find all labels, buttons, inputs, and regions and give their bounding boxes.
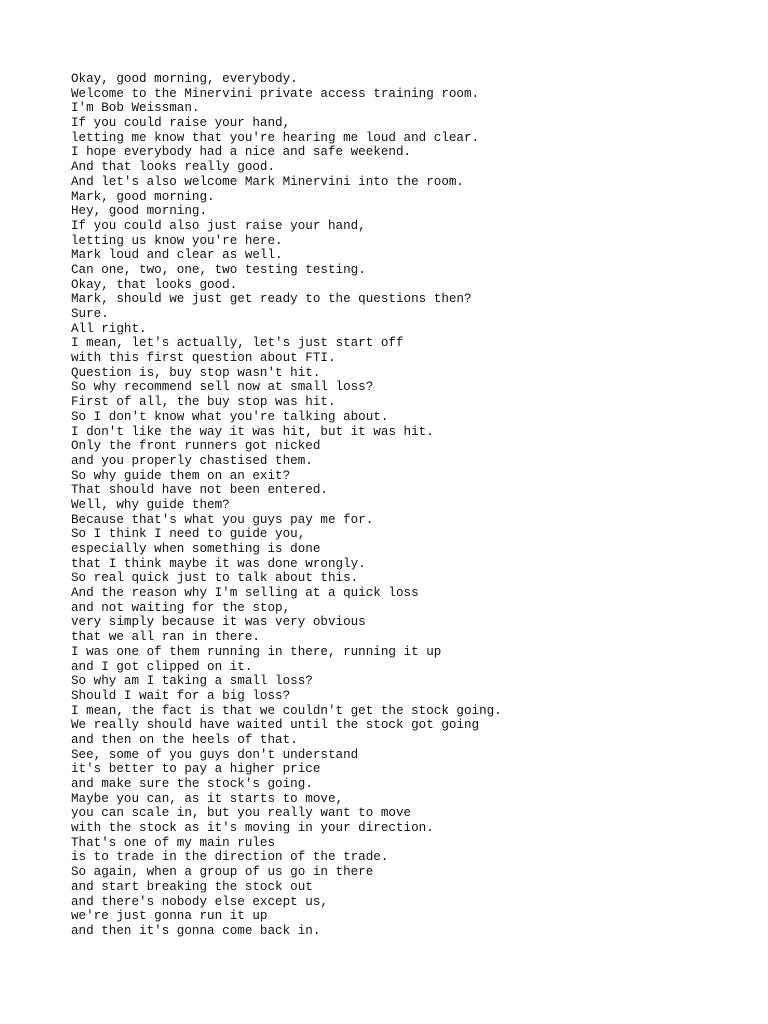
transcript-line: See, some of you guys don't understand bbox=[71, 747, 359, 762]
transcript-line: is to trade in the direction of the trade. bbox=[71, 850, 389, 865]
transcript-line: Mark, should we just get ready to the questions then? bbox=[71, 292, 472, 307]
transcript-line: And the reason why I'm selling at a quick loss bbox=[71, 586, 419, 601]
transcript-line: Because that's what you guys pay me for. bbox=[71, 512, 374, 527]
transcript-line: Should I wait for a big loss? bbox=[71, 688, 291, 703]
transcript-line: So why recommend sell now at small loss? bbox=[71, 380, 374, 395]
transcript-line: and then on the heels of that. bbox=[71, 732, 298, 747]
transcript-line: So I think I need to guide you, bbox=[71, 527, 306, 542]
transcript-line: and I got clipped on it. bbox=[71, 659, 253, 674]
transcript-line: Question is, buy stop wasn't hit. bbox=[71, 365, 321, 380]
transcript-line: with the stock as it's moving in your direction. bbox=[71, 821, 434, 836]
transcript-line: I mean, the fact is that we couldn't get the stock going. bbox=[71, 703, 502, 718]
transcript-line: First of all, the buy stop was hit. bbox=[71, 395, 336, 410]
transcript-line: If you could also just raise your hand, bbox=[71, 218, 366, 233]
transcript-line: very simply because it was very obvious bbox=[71, 615, 366, 630]
transcript-line: I hope everybody had a nice and safe weekend. bbox=[71, 145, 412, 160]
transcript-line: especially when something is done bbox=[71, 542, 321, 556]
transcript-text bbox=[71, 72, 502, 939]
transcript-line: I don't like the way it was hit, but it was hit. bbox=[71, 424, 434, 439]
transcript-line: I was one of them running in there, running it up bbox=[71, 644, 442, 659]
transcript-line: and start breaking the stock out bbox=[71, 879, 313, 894]
transcript-line: Mark loud and clear as well. bbox=[71, 248, 283, 263]
transcript-line: That should have not been entered. bbox=[71, 483, 328, 498]
transcript-line: you can scale in, but you really want to move bbox=[71, 806, 412, 821]
transcript-line: So real quick just to talk about this. bbox=[71, 571, 359, 586]
transcript-line: If you could raise your hand, bbox=[71, 116, 291, 131]
transcript-line: Only the front runners got nicked bbox=[71, 439, 321, 454]
transcript-line: and make sure the stock's going. bbox=[71, 777, 313, 791]
transcript-line: Sure. bbox=[71, 307, 109, 321]
transcript-line: and there's nobody else except us, bbox=[71, 894, 328, 909]
transcript-line: Okay, that looks good. bbox=[71, 277, 238, 292]
transcript-line: I'm Bob Weissman. bbox=[71, 101, 200, 116]
transcript-line: that I think maybe it was done wrongly. bbox=[71, 556, 366, 571]
transcript-line: that we all ran in there. bbox=[71, 630, 260, 645]
transcript-line: So why guide them on an exit? bbox=[71, 468, 291, 483]
transcript-line: So why am I taking a small loss? bbox=[71, 674, 313, 689]
transcript-line: and you properly chastised them. bbox=[71, 453, 313, 468]
transcript-line: So again, when a group of us go in there bbox=[71, 865, 374, 880]
transcript-line: Can one, two, one, two testing testing. bbox=[71, 262, 366, 277]
transcript-line: and then it's gonna come back in. bbox=[71, 923, 321, 938]
transcript-line: We really should have waited until the stock got going bbox=[71, 718, 480, 733]
transcript-line: So I don't know what you're talking about. bbox=[71, 409, 389, 424]
transcript-line: letting me know that you're hearing me loud and clear. bbox=[71, 130, 480, 145]
transcript-line: And let's also welcome Mark Minervini into the room. bbox=[71, 174, 464, 189]
transcript-line: we're just gonna run it up bbox=[71, 909, 268, 924]
transcript-line: I mean, let's actually, let's just start off bbox=[71, 336, 404, 351]
transcript-line: And that looks really good. bbox=[71, 160, 276, 175]
transcript-line: Welcome to the Minervini private access training room. bbox=[71, 86, 480, 101]
transcript-line: Hey, good morning. bbox=[71, 204, 208, 219]
transcript-line: with this first question about FTI. bbox=[71, 351, 336, 366]
transcript-line: Well, why guide them? bbox=[71, 497, 230, 512]
transcript-line: and not waiting for the stop, bbox=[71, 600, 291, 615]
transcript-line: Maybe you can, as it starts to move, bbox=[71, 791, 344, 806]
transcript-line: it's better to pay a higher price bbox=[71, 762, 321, 777]
transcript-line: Okay, good morning, everybody. bbox=[71, 72, 298, 86]
transcript-line: All right. bbox=[71, 321, 147, 336]
transcript-line: Mark, good morning. bbox=[71, 189, 215, 204]
transcript-line: letting us know you're here. bbox=[71, 233, 283, 248]
transcript-line: That's one of my main rules bbox=[71, 835, 276, 850]
